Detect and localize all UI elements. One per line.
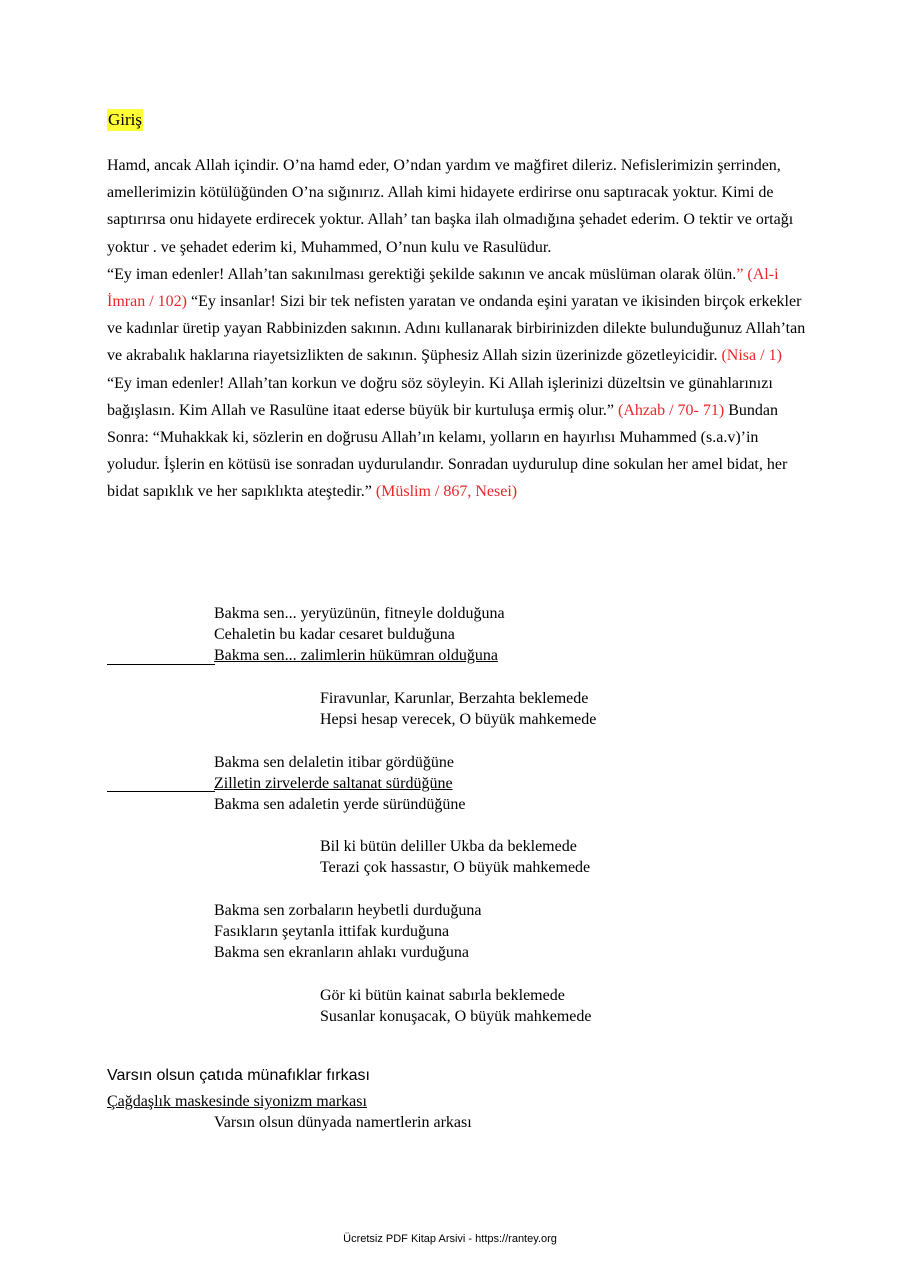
page-footer: Ücretsiz PDF Kitap Arsivi - https://rantey.org <box>343 1233 557 1245</box>
poem-line: Bakma sen ekranların ahlakı vurduğuna <box>214 944 470 961</box>
section-heading: Giriş <box>108 110 142 129</box>
verse-reference: (Ahzab / 70- 71) <box>618 401 725 419</box>
poem-line: Cehaletin bu kadar cesaret bulduğuna <box>214 626 455 643</box>
poem-line: Bakma sen adaletin yerde süründüğüne <box>214 796 466 813</box>
poem-line: Bakma sen zorbaların heybetli durduğuna <box>214 902 482 919</box>
verse-reference: (Nisa / 1) <box>721 347 782 365</box>
poem-line: Firavunlar, Karunlar, Berzahta beklemede <box>320 690 589 707</box>
poem-line: Çağdaşlık maskesinde siyonizm markası <box>107 1093 367 1110</box>
poem-line: Varsın olsun çatıda münafıklar fırkası <box>107 1067 370 1084</box>
verse-reference: ” (Al-i İmran / 102) <box>107 265 779 311</box>
intro-text-4: “Ey iman edenler! Allah’tan korkun ve doğru söz söyleyin. Ki Allah işlerinizi düzeltsin ve günahlarınızı bağışlasın. Kim Allah ve Rasulüne itaat ederse büyük bir kurtuluşa ermiş olur.” <box>107 374 773 419</box>
poem-line: Zilletin zirvelerde saltanat sürdüğüne <box>214 775 453 792</box>
poem-line: Varsın olsun dünyada namertlerin arkası <box>214 1114 472 1131</box>
poem-line: Fasıkların şeytanla ittifak kurduğuna <box>214 923 450 940</box>
poem-line: Gör ki bütün kainat sabırla beklemede <box>320 987 565 1004</box>
intro-text-2: “Ey iman edenler! Allah’tan sakınılması gerektiği şekilde sakının ve ancak müslüman olarak ölün. <box>107 265 737 283</box>
intro-text-1: Hamd, ancak Allah içindir. O’na hamd eder, O’ndan yardım ve mağfiret dileriz. Nefislerimizin şerrinden, amellerimizin kötülüğünden O’na sığınırız. Allah kimi hidayete erdirirse onu saptıracak yoktur. Kimi de saptırırsa onu hidayete erdirecek yoktur. Allah’ tan başka ilah olmadığına şehadet ederim. O tektir ve ortağı yoktur . ve şehadet ederim ki, Muhammed, O’nun kulu ve Rasulüdur. <box>107 157 794 256</box>
poem-line: Bakma sen... yeryüzünün, fitneyle dolduğuna <box>214 605 505 622</box>
poem-line: Terazi çok hassastır, O büyük mahkemede <box>320 859 591 876</box>
poem-line: Susanlar konuşacak, O büyük mahkemede <box>320 1008 592 1025</box>
margin-rule <box>107 791 215 792</box>
intro-paragraph <box>107 152 807 506</box>
poem-line: Bakma sen... zalimlerin hükümran olduğuna <box>214 647 498 664</box>
intro-text-3: “Ey insanlar! Sizi bir tek nefisten yaratan ve ondanda eşini yaratan ve ikisinden birçok erkekler ve kadınlar üretip yayan Rabbinizden sakının. Adını kullanarak birbirinizden dilekte bulunduğunuz Allah’tan ve akrabalık haklarına riayetsizlikten de sakının. Şüphesiz Allah sizin üzerinizde gözetleyicidir. <box>107 293 806 365</box>
intro-text-5: Bundan Sonra: “Muhakkak ki, sözlerin en doğrusu Allah’ın kelamı, yolların en hayırlısı Muhammed (s.a.v)’in yoludur. İşlerin en kötüsü ise sonradan uydurulandır. Sonradan uydurulup dine sokulan her amel bidat, her bidat sapıklık ve her sapıklıkta ateştedir.” <box>107 401 788 501</box>
poem-line: Bil ki bütün deliller Ukba da beklemede <box>320 838 577 855</box>
hadith-reference: (Müslim / 867, Nesei) <box>375 483 518 501</box>
poem-line: Bakma sen delaletin itibar gördüğüne <box>214 754 454 771</box>
poem-line: Hepsi hesap verecek, O büyük mahkemede <box>320 711 597 728</box>
margin-rule <box>107 664 215 665</box>
